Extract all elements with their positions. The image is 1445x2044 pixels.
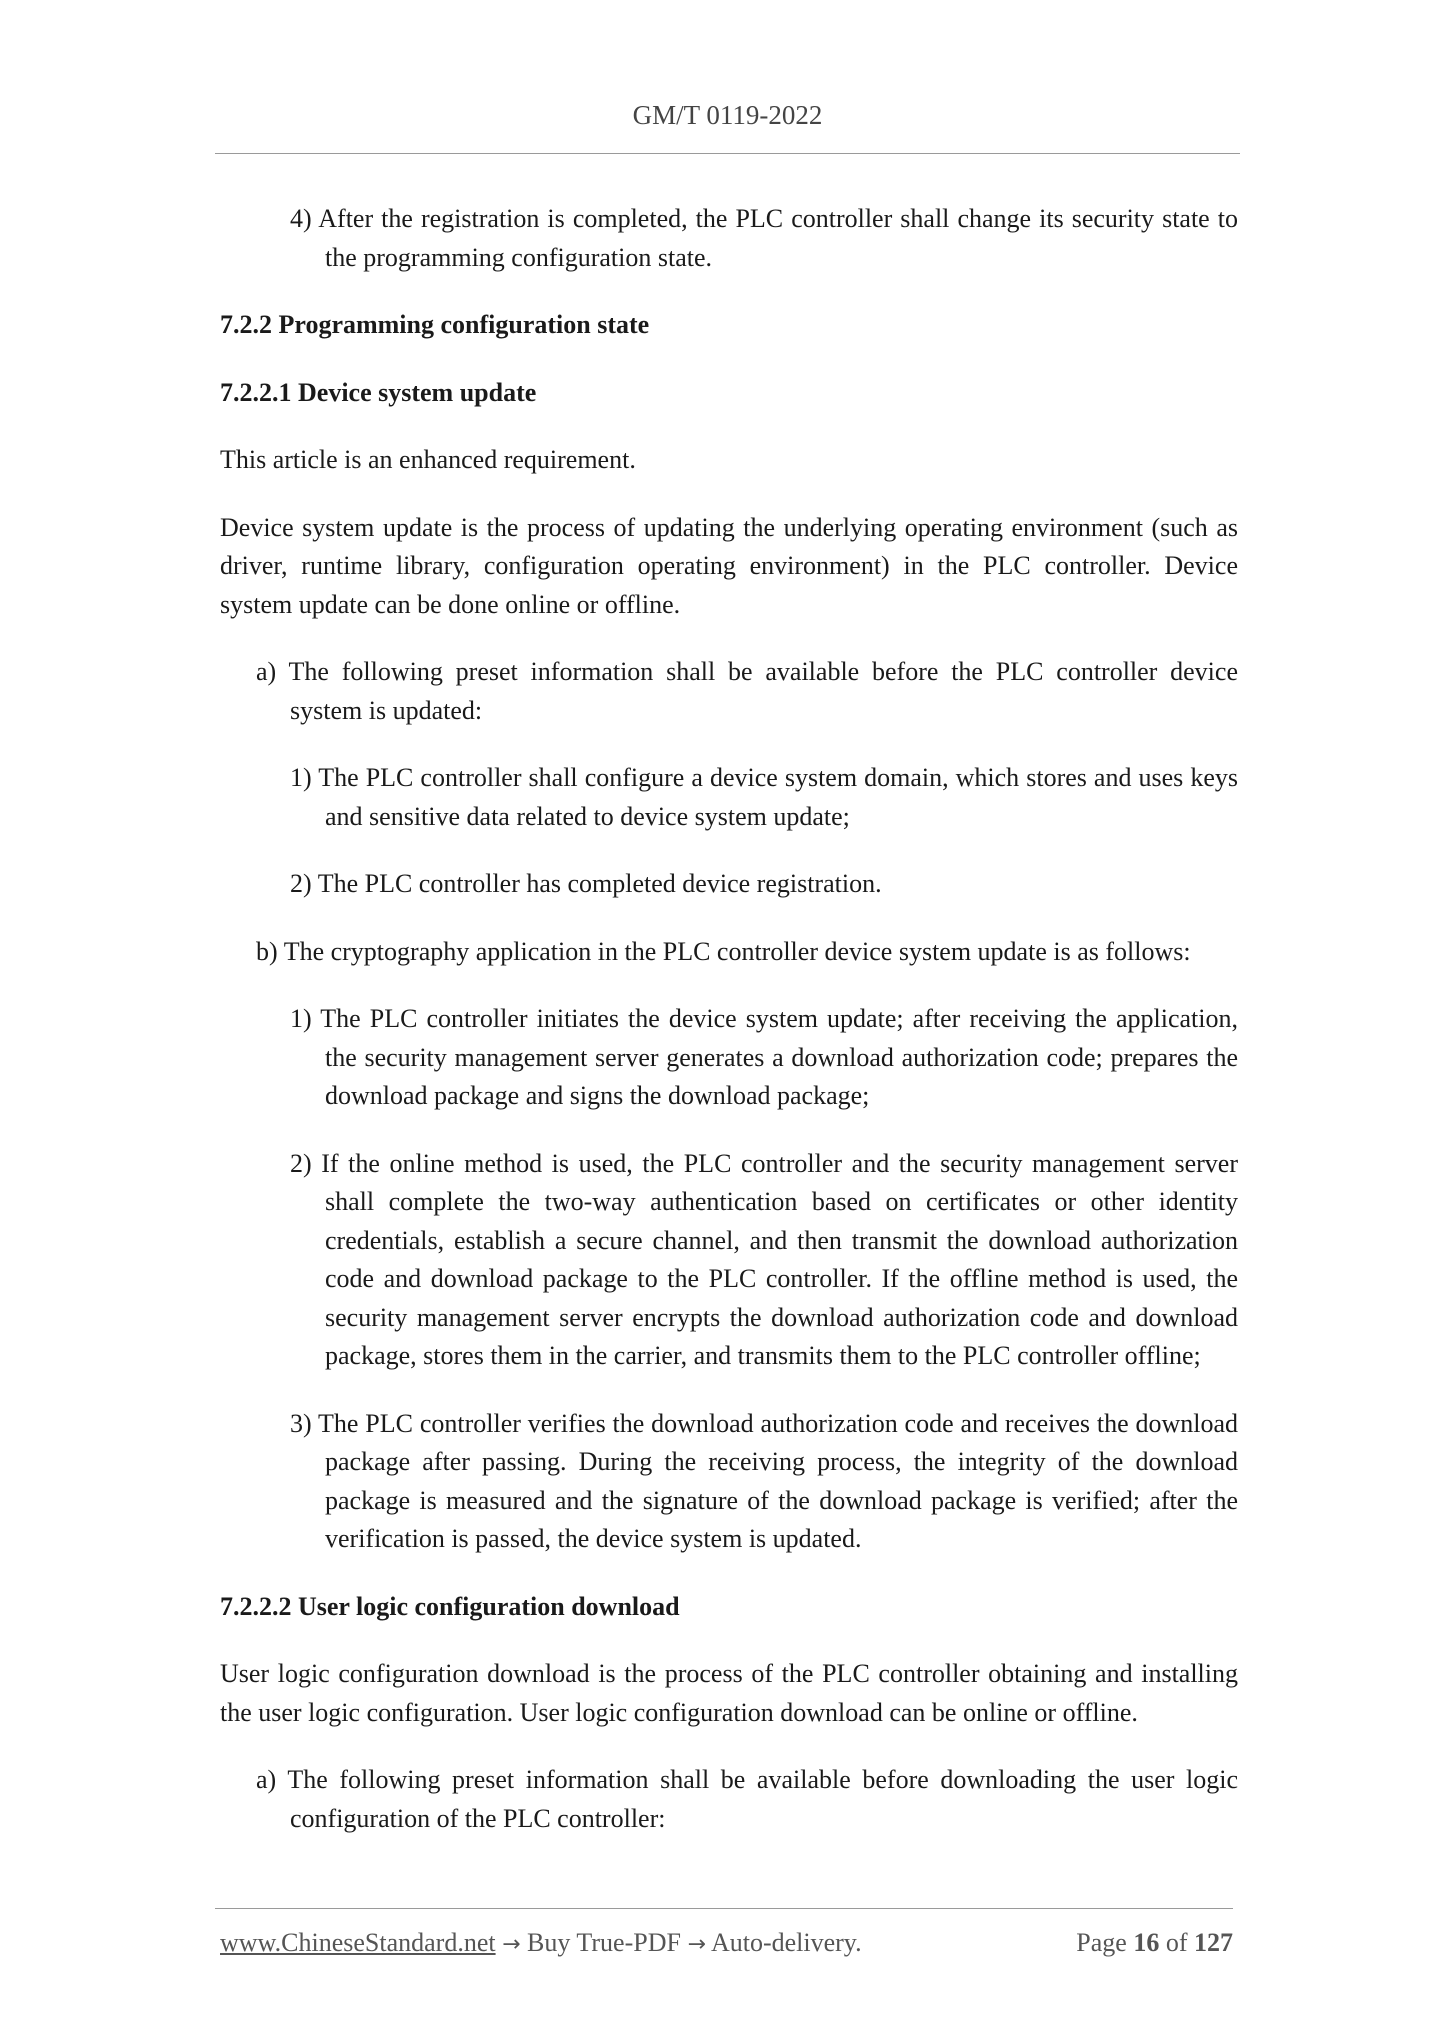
paragraph: This article is an enhanced requirement.: [220, 445, 636, 474]
subsection-heading: 7.2.2.1 Device system update: [220, 377, 537, 407]
document-header: GM/T 0119-2022: [632, 100, 823, 130]
list-item: a) The following preset information shall be available before downloading the user logic configuration of the PLC controller:: [256, 1765, 1238, 1833]
subsection-heading: 7.2.2.2 User logic configuration download: [220, 1591, 680, 1621]
page-label: Page: [1076, 1928, 1127, 1957]
list-item: 1) The PLC controller shall configure a device system domain, which stores and uses keys and sensitive data related to device system update;: [290, 763, 1238, 831]
document-footer: [220, 1928, 1233, 1958]
arrow-right-icon: →: [502, 1932, 521, 1957]
page-indicator: [1076, 1928, 1233, 1958]
buy-label: Buy True-PDF: [527, 1928, 681, 1957]
list-item: 1) The PLC controller initiates the device system update; after receiving the application, the security management server generates a download authorization code; prepares the download package and signs the download package;: [290, 1004, 1238, 1110]
header-divider: [215, 153, 1240, 154]
list-item: 2) The PLC controller has completed device registration.: [290, 869, 882, 898]
list-item: 3) The PLC controller verifies the download authorization code and receives the download package after passing. During the receiving process, the integrity of the download package is measured and the signature of the download package is verified; after the verification is passed, the device system is updated.: [290, 1408, 1238, 1553]
list-item: a) The following preset information shall be available before the PLC controller device system is updated:: [256, 657, 1238, 725]
document-body: [220, 200, 1238, 1838]
footer-left: [220, 1928, 862, 1958]
arrow-right-icon: →: [687, 1932, 706, 1957]
of-label: of: [1165, 1928, 1188, 1957]
page-current: 16: [1133, 1928, 1160, 1957]
list-item: 4) After the registration is completed, the PLC controller shall change its security state to the programming configuration state.: [290, 204, 1238, 272]
section-heading: 7.2.2 Programming configuration state: [220, 310, 650, 339]
paragraph: User logic configuration download is the process of the PLC controller obtaining and installing the user logic configuration. User logic configuration download can be online or offline.: [220, 1659, 1238, 1727]
list-item: 2) If the online method is used, the PLC controller and the security management server shall complete the two-way authentication based on certificates or other identity credentials, establish a secure channel, and then transmit the download authorization code and download package to the PLC controller. If the offline method is used, the security management server encrypts the download authorization code and download package, stores them in the carrier, and transmits them to the PLC controller offline;: [290, 1148, 1238, 1370]
footer-divider: [215, 1908, 1233, 1909]
paragraph: Device system update is the process of updating the underlying operating environment (such as driver, runtime library, configuration operating environment) in the PLC controller. Device system update can be done online or offline.: [220, 512, 1238, 619]
page-total: 127: [1194, 1928, 1233, 1957]
delivery-label: Auto-delivery.: [710, 1928, 862, 1957]
list-item: b) The cryptography application in the PLC controller device system update is as follows:: [256, 936, 1191, 966]
website-link[interactable]: www.ChineseStandard.net: [220, 1928, 496, 1957]
